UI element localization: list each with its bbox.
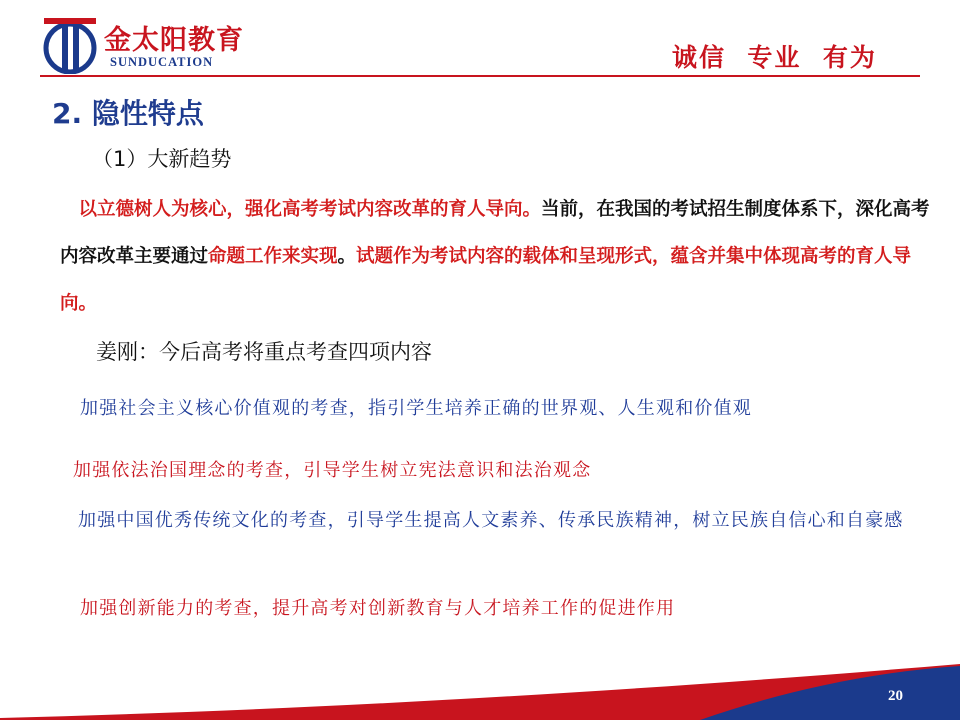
section-title: 2. 隐性特点 — [52, 97, 204, 130]
point-4: 加强创新能力的考查，提升高考对创新教育与人才培养工作的促进作用 — [80, 598, 676, 619]
paragraph-sentence-2: 当前，在我国的考试招生制度体系下，深化高考内容改革主要通过 — [60, 199, 930, 267]
slogan: 诚信 专业 有为 — [672, 43, 877, 72]
page-number: 20 — [888, 688, 903, 704]
paragraph-sentence-3: 试题作为考试内容的载体和呈现形式，蕴含并集中体现高考的育人导向。 — [60, 246, 912, 314]
paragraph-emphasis: 命题工作来实现 — [208, 246, 338, 267]
paragraph-period: 。 — [337, 246, 357, 267]
speaker-statement: 姜刚：今后高考将重点考查四项内容 — [96, 340, 432, 364]
footer-swoosh — [0, 660, 960, 720]
header-divider — [40, 75, 920, 77]
intro-paragraph — [60, 186, 940, 327]
section-subtitle: （1）大新趋势 — [92, 147, 232, 171]
brand-name: 金太阳教育 — [104, 25, 244, 56]
point-2: 加强依法治国理念的考查，引导学生树立宪法意识和法治观念 — [73, 460, 592, 481]
sunducation-logo-icon — [40, 18, 102, 74]
paragraph-sentence-1: 以立德树人为核心，强化高考考试内容改革的育人导向。 — [78, 199, 542, 220]
point-1: 加强社会主义核心价值观的考查，指引学生培养正确的世界观、人生观和价值观 — [80, 398, 752, 419]
point-3: 加强中国优秀传统文化的考查，引导学生提高人文素养、传承民族精神，树立民族自信心和自豪感 — [78, 510, 904, 531]
brand-english-name: SUNDUCATION — [110, 55, 214, 69]
